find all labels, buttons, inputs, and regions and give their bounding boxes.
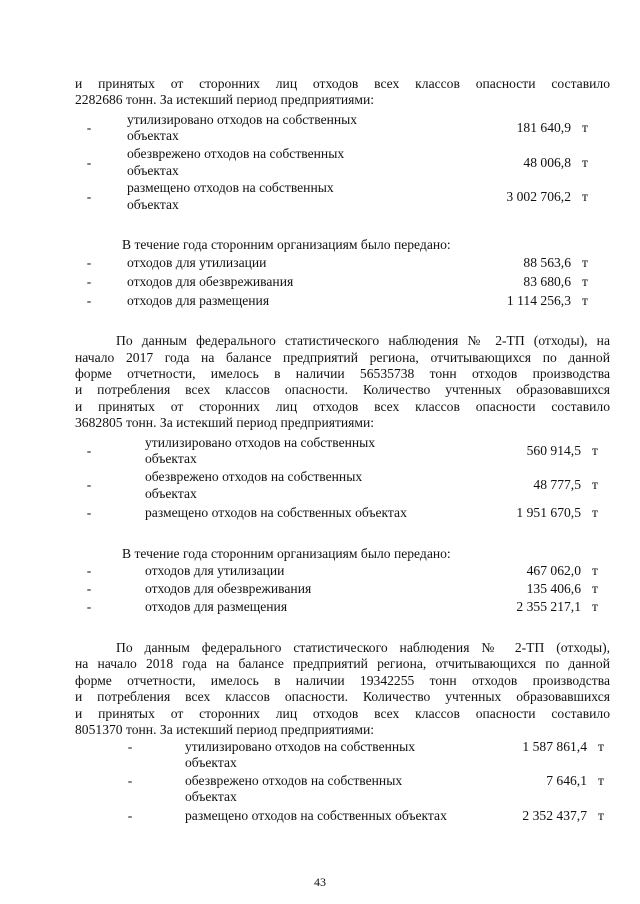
item-value: 3 002 706,2: [506, 188, 571, 204]
item-unit: т: [592, 442, 598, 458]
item-unit: т: [592, 562, 598, 578]
para-line: По данным федерального статистического наблюдения № 2-ТП (отходы), на: [116, 333, 610, 349]
transfer-heading: В течение года сторонним организациям было передано:: [122, 236, 451, 252]
list-item: [75, 562, 610, 580]
list-dash: -: [86, 254, 92, 270]
list-dash: -: [86, 292, 92, 308]
item-value: 48 006,8: [523, 154, 571, 170]
item-value: 1 587 861,4: [522, 738, 587, 754]
list-dash: -: [86, 120, 92, 136]
list-item: [75, 773, 610, 807]
item-label: размещено отходов на собственных объектах: [127, 180, 334, 212]
item-unit: т: [582, 188, 588, 204]
intro-paragraph: [75, 76, 610, 109]
item-unit: т: [582, 120, 588, 136]
list-dash: -: [127, 738, 133, 754]
item-value: 2 355 217,1: [516, 598, 581, 614]
list-item: [75, 180, 610, 214]
document-page: [75, 76, 610, 827]
list-item: [75, 146, 610, 180]
para-line: и потребления всех классов опасности. Количество учтенных образовавшихся: [75, 382, 610, 398]
item-value: 48 777,5: [533, 477, 581, 493]
list-item: [75, 503, 610, 525]
transfer-heading: В течение года сторонним организациям было передано:: [122, 545, 451, 561]
item-value: 181 640,9: [516, 120, 571, 136]
page-number: 43: [314, 875, 326, 889]
item-unit: т: [582, 154, 588, 170]
own-facilities-list-2016: [75, 111, 610, 214]
para-line: и принятых от сторонних лиц отходов всех классов опасности составило: [75, 398, 610, 414]
list-dash: -: [86, 273, 92, 289]
list-item: [75, 253, 610, 272]
own-facilities-list-2017: [75, 434, 610, 525]
item-label: отходов для утилизации: [145, 562, 285, 578]
para-line: По данным федерального статистического наблюдения № 2-ТП (отходы),: [116, 640, 610, 656]
list-dash: -: [86, 477, 92, 493]
para-line: и принятых от сторонних лиц отходов всех классов опасности составило: [75, 705, 610, 721]
item-unit: т: [598, 738, 604, 754]
intro-line-1: и принятых от сторонних лиц отходов всех классов опасности составило: [75, 76, 610, 91]
item-unit: т: [582, 292, 588, 308]
intro-line-2: 2282686 тонн. За истекший период предприятиями:: [75, 92, 375, 108]
item-value: 88 563,6: [523, 254, 571, 270]
item-value: 467 062,0: [526, 562, 581, 578]
item-value: 83 680,6: [523, 273, 571, 289]
list-item: [75, 111, 610, 146]
item-label: отходов для утилизации: [127, 254, 267, 270]
item-value: 1 951 670,5: [516, 505, 581, 521]
para-line: форме отчетности, имелось в наличии 56535738 тонн отходов производства: [75, 366, 610, 382]
para-line: и потребления всех классов опасности. Количество учтенных образовавшихся: [75, 689, 610, 705]
paragraph-2018: [75, 640, 610, 738]
list-item: [75, 598, 610, 616]
list-item: [75, 469, 610, 503]
item-unit: т: [592, 598, 598, 614]
item-unit: т: [592, 505, 598, 521]
item-value: 560 914,5: [526, 442, 581, 458]
paragraph-2017: [75, 333, 610, 431]
transfer-section-2017: [75, 546, 610, 616]
list-item: [75, 739, 610, 773]
para-line: 8051370 тонн. За истекший период предприятиями:: [75, 722, 375, 738]
item-label: отходов для обезвреживания: [145, 580, 312, 596]
item-unit: т: [592, 580, 598, 596]
item-unit: т: [582, 254, 588, 270]
list-dash: -: [86, 154, 92, 170]
item-unit: т: [592, 477, 598, 493]
list-dash: -: [86, 580, 92, 596]
list-dash: -: [86, 598, 92, 614]
list-dash: -: [127, 808, 133, 824]
item-label: обезврежено отходов на собственных объектах: [185, 772, 403, 804]
item-label: утилизировано отходов на собственных объектах: [185, 738, 416, 770]
own-facilities-list-2018: [75, 739, 610, 827]
item-value: 135 406,6: [526, 580, 581, 596]
para-line: на начало 2018 года на балансе предприятий региона, отчитывающихся по данной: [75, 656, 610, 672]
list-item: [75, 807, 610, 827]
transfer-section-2016: [75, 237, 610, 310]
item-label: утилизировано отходов на собственных объектах: [127, 111, 358, 144]
para-line: форме отчетности, имелось в наличии 19342255 тонн отходов производства: [75, 672, 610, 688]
list-dash: -: [127, 772, 133, 788]
list-item: [75, 272, 610, 291]
item-label: обезврежено отходов на собственных объектах: [127, 146, 345, 178]
item-unit: т: [598, 772, 604, 788]
item-value: 1 114 256,3: [506, 292, 571, 308]
list-item: [75, 291, 610, 310]
para-line: 3682805 тонн. За истекший период предприятиями:: [75, 415, 375, 431]
list-item: [75, 434, 610, 469]
item-unit: т: [598, 808, 604, 824]
item-label: размещено отходов на собственных объектах: [145, 505, 407, 521]
item-label: размещено отходов на собственных объектах: [185, 808, 447, 824]
item-label: отходов для обезвреживания: [127, 273, 294, 289]
item-label: утилизировано отходов на собственных объектах: [145, 434, 376, 467]
item-label: обезврежено отходов на собственных объектах: [145, 469, 363, 501]
item-value: 2 352 437,7: [522, 808, 587, 824]
para-line: начало 2017 года на балансе предприятий региона, отчитывающихся по данной: [75, 349, 610, 365]
list-dash: -: [86, 442, 92, 458]
item-label: отходов для размещения: [127, 292, 270, 308]
item-value: 7 646,1: [546, 772, 587, 788]
item-unit: т: [582, 273, 588, 289]
item-label: отходов для размещения: [145, 598, 288, 614]
list-dash: -: [86, 188, 92, 204]
list-item: [75, 580, 610, 598]
list-dash: -: [86, 505, 92, 521]
list-dash: -: [86, 562, 92, 578]
